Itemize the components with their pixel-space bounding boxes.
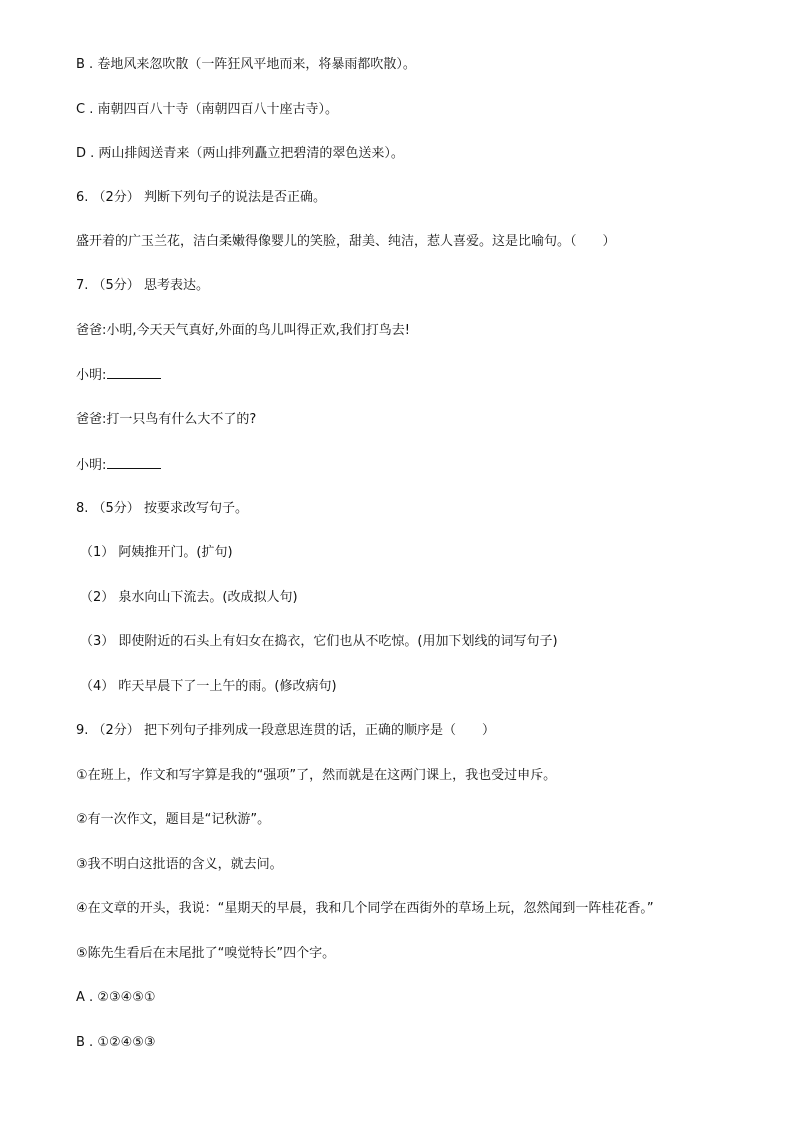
q7-xiaoming-line-2 <box>76 456 161 475</box>
q8-header: 8. （5分） 按要求改写句子。 <box>76 501 248 516</box>
q7-dad-line-1: 爸爸:小明,今天天气真好,外面的鸟儿叫得正欢,我们打鸟去! <box>76 323 410 338</box>
q6-header: 6. （2分） 判断下列句子的说法是否正确。 <box>76 190 326 205</box>
answer-blank <box>107 366 161 379</box>
q6-sentence: 盛开着的广玉兰花，洁白柔嫩得像婴儿的笑脸，甜美、纯洁，惹人喜爱。这是比喻句。（ ） <box>76 234 616 249</box>
q5-option-b: B . 卷地风来忽吹散（一阵狂风平地而来，将暴雨都吹散）。 <box>76 57 416 72</box>
q7-xiaoming-label-2: 小明: <box>76 458 107 473</box>
q8-item-2: （2） 泉水向山下流去。(改成拟人句) <box>80 590 298 605</box>
q9-sentence-2: ②有一次作文，题目是“记秋游”。 <box>76 812 271 827</box>
answer-blank <box>107 456 161 469</box>
q9-sentence-3: ③我不明白这批语的含义，就去问。 <box>76 857 283 872</box>
q7-dad-line-2: 爸爸:打一只鸟有什么大不了的? <box>76 412 257 427</box>
q9-header: 9. （2分） 把下列句子排列成一段意思连贯的话，正确的顺序是（ ） <box>76 723 495 738</box>
q5-option-c: C . 南朝四百八十寺（南朝四百八十座古寺）。 <box>76 102 338 117</box>
q9-option-a: A . ②③④⑤① <box>76 990 156 1005</box>
q5-option-d: D . 两山排闼送青来（两山排列矗立把碧清的翠色送来）。 <box>76 146 404 161</box>
q9-option-b: B . ①②④⑤③ <box>76 1035 156 1050</box>
q7-header: 7. （5分） 思考表达。 <box>76 278 209 293</box>
q9-sentence-1: ①在班上，作文和写字算是我的“强项”了，然而就是在这两门课上，我也受过申斥。 <box>76 768 557 783</box>
q7-xiaoming-label-1: 小明: <box>76 368 107 383</box>
q9-sentence-5: ⑤陈先生看后在末尾批了“嗅觉特长”四个字。 <box>76 946 336 961</box>
q8-item-4: （4） 昨天早晨下了一上午的雨。(修改病句) <box>80 679 337 694</box>
q9-sentence-4: ④在文章的开头，我说：“星期天的早晨，我和几个同学在西街外的草场上玩，忽然闻到一阵桂花香。” <box>76 901 654 916</box>
q7-xiaoming-line-1 <box>76 366 161 385</box>
q8-item-3: （3） 即使附近的石头上有妇女在捣衣，它们也从不吃惊。(用加下划线的词写句子) <box>80 634 558 649</box>
q8-item-1: （1） 阿姨推开门。(扩句) <box>80 545 233 560</box>
